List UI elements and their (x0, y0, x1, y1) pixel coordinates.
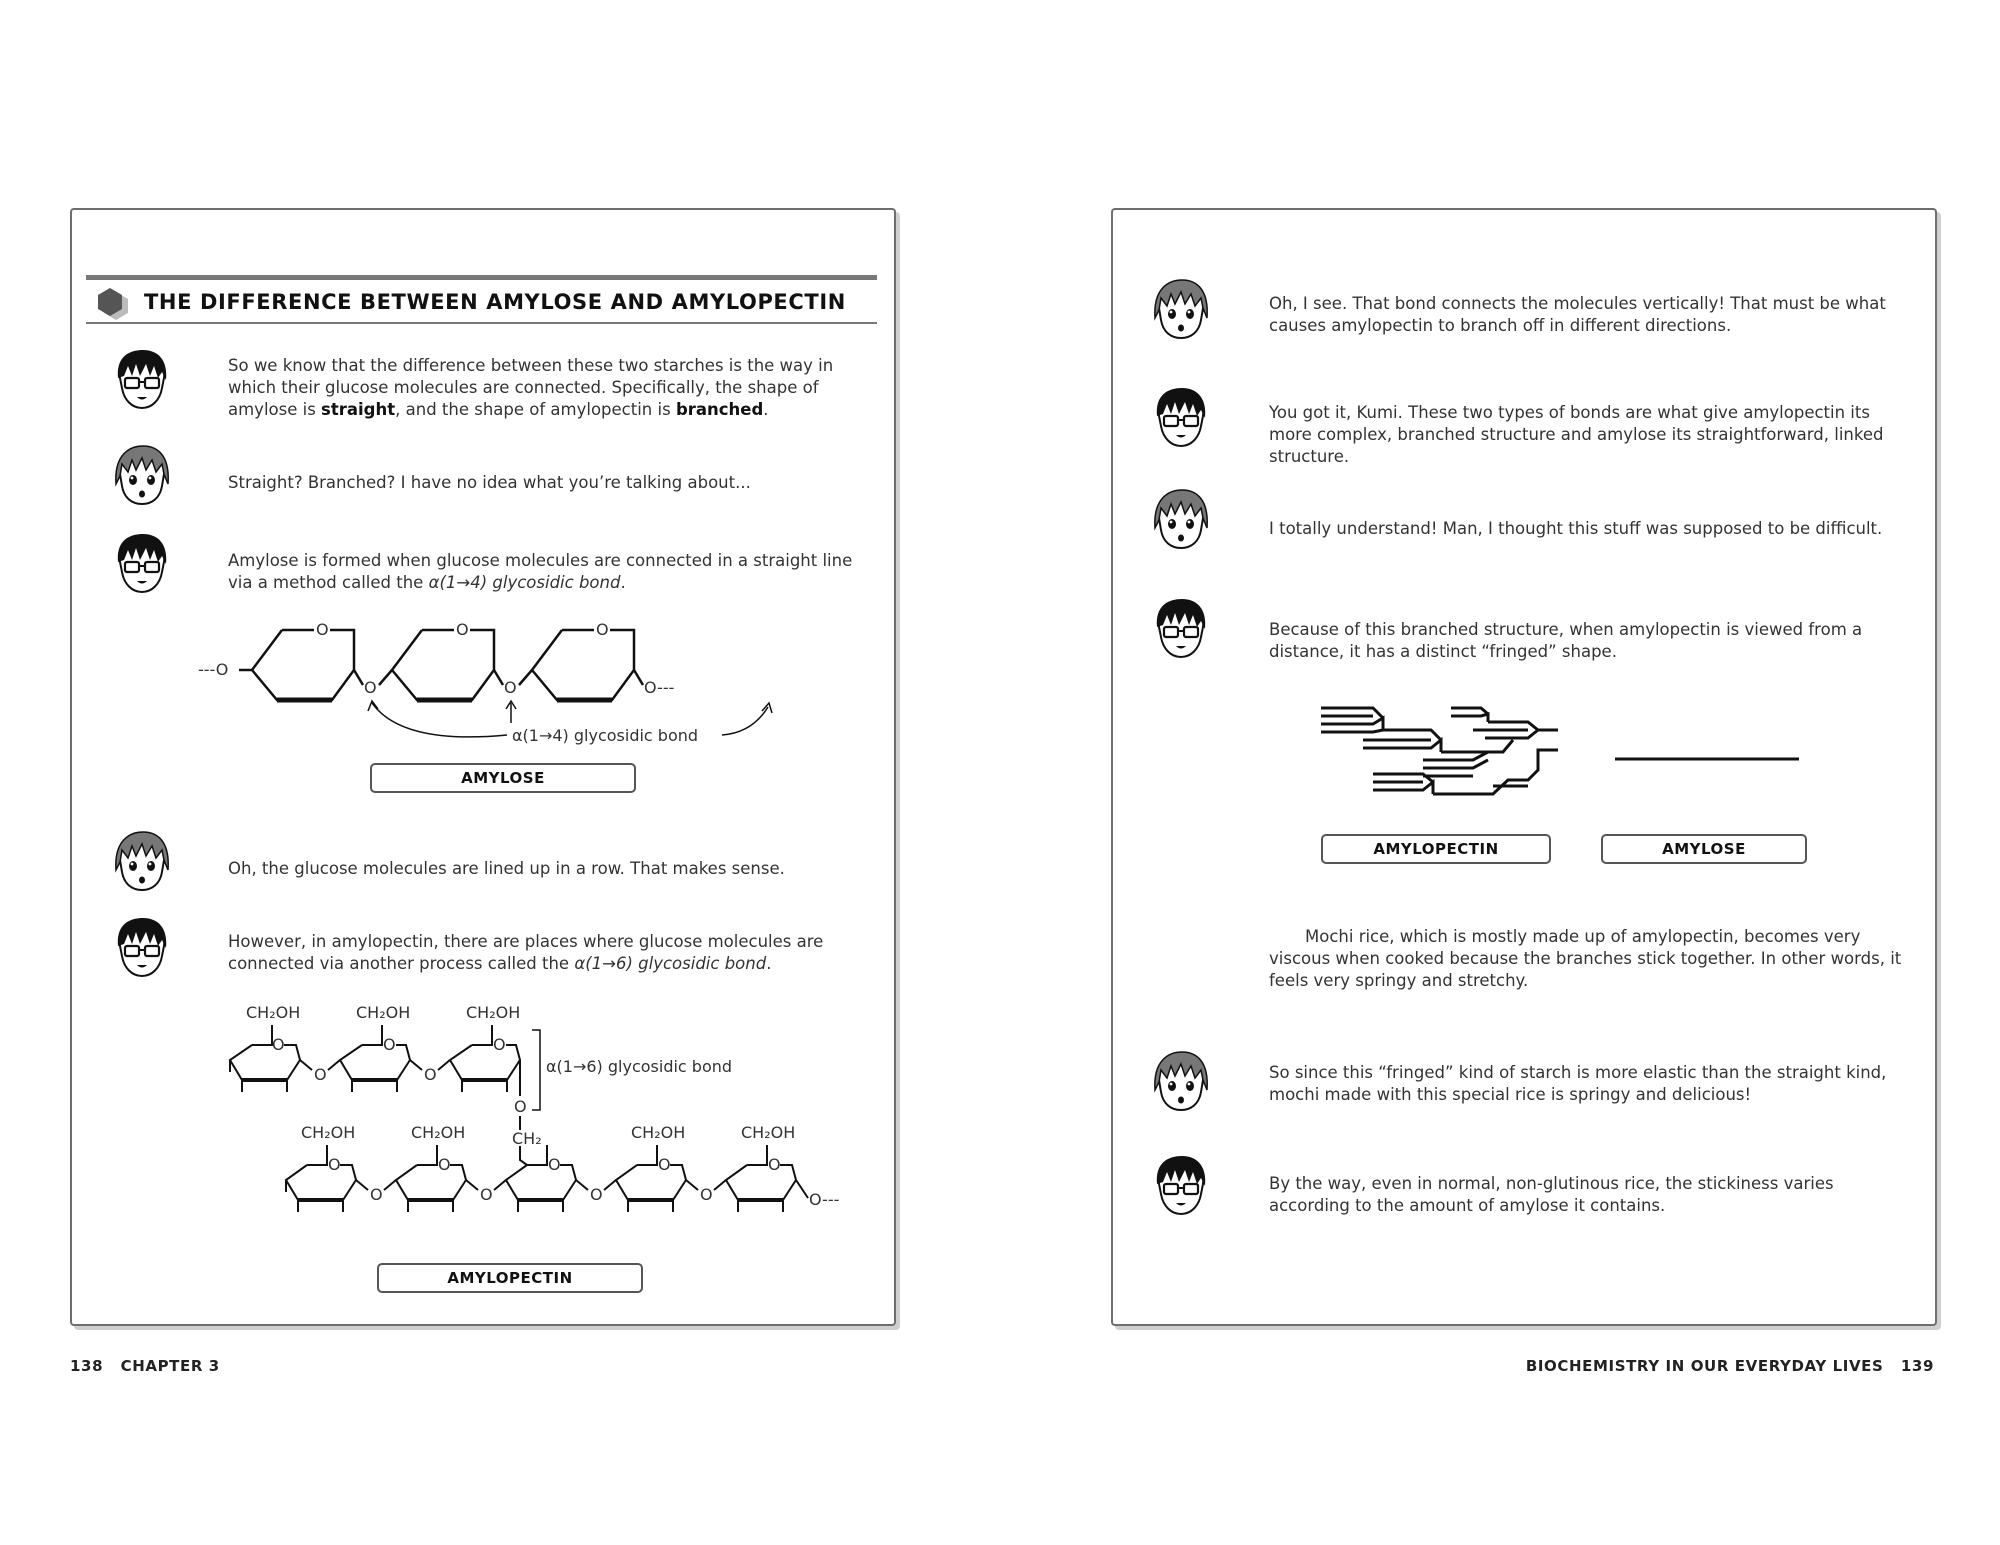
bridge-oxygen: O (370, 1185, 383, 1204)
bridge-oxygen: O (480, 1185, 493, 1204)
section-title: THE DIFFERENCE BETWEEN AMYLOSE AND AMYLOPECTIN (144, 290, 846, 314)
bridge-oxygen-1: O (364, 678, 377, 697)
kumi-face-icon (1149, 278, 1213, 342)
dialog-non-glutinous: By the way, even in normal, non-glutinous rice, the stickiness varies according to the amount of amylose it contains. (1269, 1174, 1834, 1215)
kumi-face-icon (110, 830, 174, 894)
ring-oxygen: O (438, 1155, 451, 1174)
dialog-amylose-bond: Amylose is formed when glucose molecules are connected in a straight line via a method called the α(1→4) glycosidic bond. (228, 551, 853, 592)
alpha14-bond-label: α(1→4) glycosidic bond (512, 726, 699, 745)
left-footer (70, 1357, 220, 1375)
branch-oxygen: O (514, 1097, 527, 1116)
bridge-oxygen: O (424, 1065, 437, 1084)
dialog-understand: I totally understand! Man, I thought this stuff was supposed to be difficult. (1269, 519, 1883, 538)
ring-oxygen: O (272, 1035, 285, 1054)
kumi-face-icon (110, 444, 174, 508)
ch2oh-bottom-2: CH₂OH (411, 1123, 466, 1142)
chain-end-right: O--- (809, 1190, 840, 1209)
bridge-oxygen: O (590, 1185, 603, 1204)
page-number: 138 (70, 1357, 104, 1375)
ch2oh-bottom-4: CH₂OH (741, 1123, 796, 1142)
ch2oh-bottom-1: CH₂OH (301, 1123, 356, 1142)
chain-end-left: ---O (198, 660, 229, 679)
amylopectin-shape-label: AMYLOPECTIN (1321, 834, 1551, 864)
ring-oxygen: O (658, 1155, 671, 1174)
amylopectin-caption: AMYLOPECTIN (377, 1263, 643, 1293)
amylose-caption: AMYLOSE (370, 763, 636, 793)
chain-end-right: O--- (644, 678, 675, 697)
ch2oh-top-2: CH₂OH (356, 1003, 411, 1022)
ring-oxygen-3: O (596, 620, 609, 639)
alpha16-bond-label: α(1→6) glycosidic bond (546, 1057, 733, 1076)
left-page-panel (70, 208, 896, 1326)
bridge-oxygen: O (700, 1185, 713, 1204)
kumi-face-icon (1149, 488, 1213, 552)
ring-oxygen: O (328, 1155, 341, 1174)
ring-oxygen-2: O (456, 620, 469, 639)
amylose-structure-diagram (198, 615, 842, 755)
dialog-confused: Straight? Branched? I have no idea what you’re talking about... (228, 473, 751, 492)
professor-face-icon (110, 348, 174, 412)
ring-oxygen: O (493, 1035, 506, 1054)
dialog-fringed-shape: Because of this branched structure, when amylopectin is viewed from a distance, it has a distinct “fringed” shape. (1269, 620, 1863, 661)
amylopectin-structure-diagram (222, 1000, 882, 1270)
chapter-label: CHAPTER 3 (120, 1357, 220, 1375)
professor-face-icon (110, 532, 174, 596)
hexagon-icon (92, 284, 132, 324)
ch2-label: CH₂ (512, 1129, 542, 1148)
dialog-lined-up: Oh, the glucose molecules are lined up in a row. That makes sense. (228, 859, 785, 878)
right-page-panel (1111, 208, 1937, 1326)
ch2oh-top-3: CH₂OH (466, 1003, 521, 1022)
professor-face-icon (110, 916, 174, 980)
right-footer (1526, 1357, 1934, 1375)
professor-face-icon (1149, 386, 1213, 450)
ring-oxygen-1: O (316, 620, 329, 639)
professor-face-icon (1149, 1154, 1213, 1218)
professor-face-icon (1149, 597, 1213, 661)
fringed-shapes-diagram (1313, 700, 1733, 810)
kumi-face-icon (1149, 1050, 1213, 1114)
mochi-rice-paragraph: Mochi rice, which is mostly made up of amylopectin, becomes very viscous when cooked because the branches stick together. In other words, it feels very springy and stretchy. (1269, 927, 1902, 990)
bridge-oxygen-2: O (504, 678, 517, 697)
dialog-you-got-it: You got it, Kumi. These two types of bonds are what give amylopectin its more complex, branched structure and amylose its straightforward, linked structure. (1269, 403, 1884, 466)
dialog-mochi-springy: So since this “fringed” kind of starch is more elastic than the straight kind, mochi made with this special rice is springy and delicious! (1269, 1063, 1887, 1104)
dialog-straight-branched: So we know that the difference between these two starches is the way in which their glucose molecules are connected. Specifically, the shape of amylose is straight, and the shape of amylopectin is branched. (228, 356, 834, 419)
ring-oxygen: O (548, 1155, 561, 1174)
section-top-rule (86, 275, 877, 280)
dialog-vertical-bond: Oh, I see. That bond connects the molecules vertically! That must be what causes amylopectin to branch off in different directions. (1269, 294, 1886, 335)
bridge-oxygen: O (314, 1065, 327, 1084)
ch2oh-top-1: CH₂OH (246, 1003, 301, 1022)
amylose-shape-label: AMYLOSE (1601, 834, 1807, 864)
page-number: 139 (1900, 1357, 1934, 1375)
ch2oh-bottom-3: CH₂OH (631, 1123, 686, 1142)
dialog-amylopectin-bond: However, in amylopectin, there are places where glucose molecules are connected via another process called the α(1→6) glycosidic bond. (228, 932, 824, 973)
running-title: BIOCHEMISTRY IN OUR EVERYDAY LIVES (1525, 1357, 1884, 1375)
section-bottom-rule (86, 322, 877, 324)
ring-oxygen: O (383, 1035, 396, 1054)
ring-oxygen: O (768, 1155, 781, 1174)
